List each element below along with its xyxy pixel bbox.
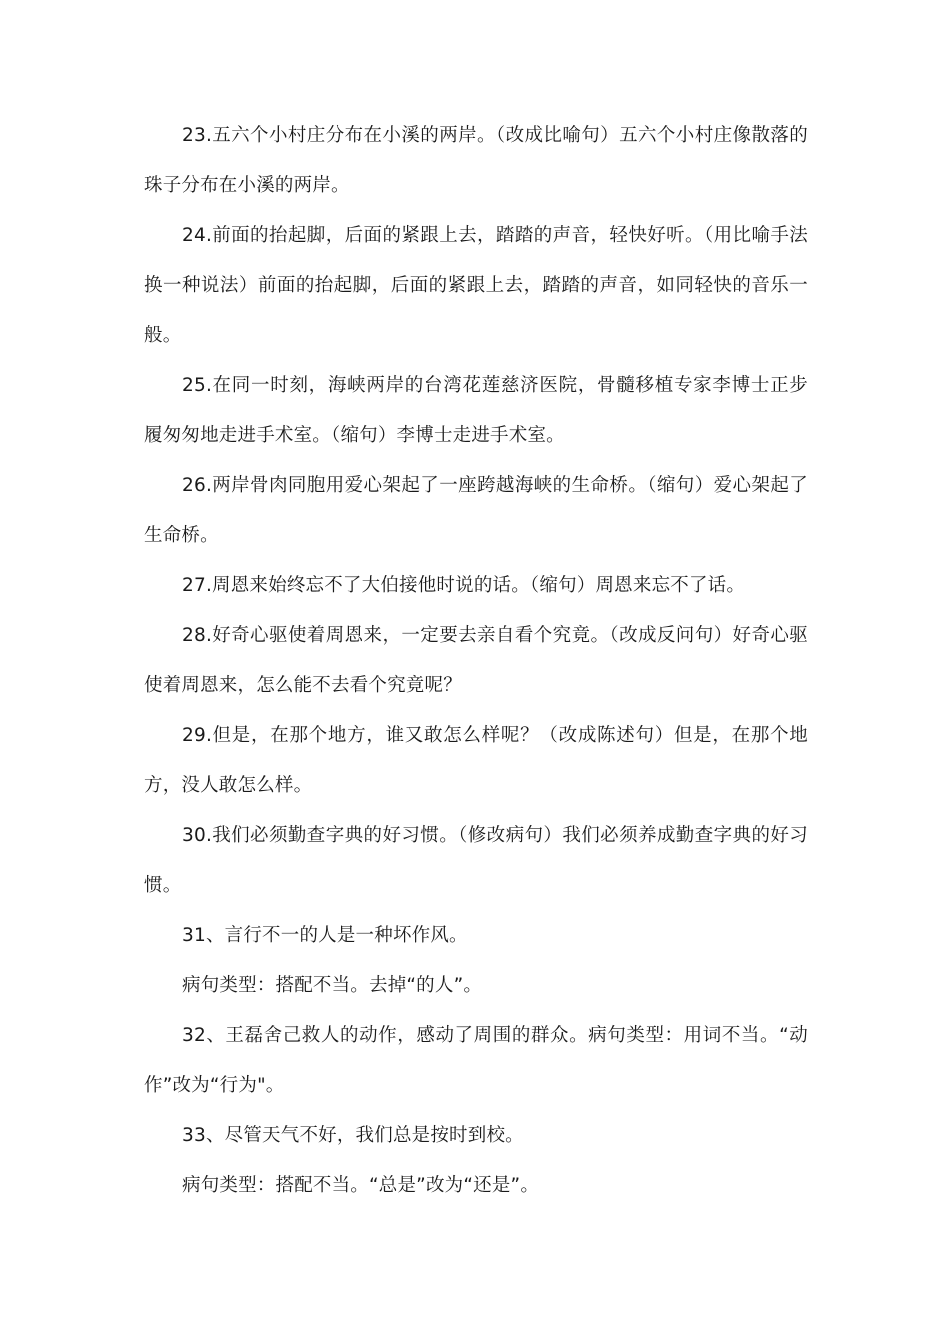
paragraph-29: 29.但是，在那个地方，谁又敢怎么样呢？（改成陈述句）但是，在那个地方，没人敢怎么样。 <box>144 725 808 796</box>
paragraph-24: 24.前面的抬起脚，后面的紧跟上去，踏踏的声音，轻快好听。（用比喻手法换一种说法）前面的抬起脚，后面的紧跟上去，踏踏的声音，如同轻快的音乐一般。 <box>144 225 808 346</box>
paragraph-27: 27.周恩来始终忘不了大伯接他时说的话。（缩句）周恩来忘不了话。 <box>182 575 746 596</box>
paragraph-25: 25.在同一时刻，海峡两岸的台湾花莲慈济医院，骨髓移植专家李博士正步履匆匆地走进手术室。（缩句）李博士走进手术室。 <box>144 375 808 446</box>
paragraph-33-analysis: 病句类型：搭配不当。“总是”改为“还是”。 <box>182 1175 540 1196</box>
paragraph-26: 26.两岸骨肉同胞用爱心架起了一座跨越海峡的生命桥。（缩句）爱心架起了生命桥。 <box>144 475 808 546</box>
paragraph-28: 28.好奇心驱使着周恩来，一定要去亲自看个究竟。（改成反问句）好奇心驱使着周恩来，怎么能不去看个究竟呢？ <box>144 625 808 696</box>
paragraph-33: 33、尽管天气不好，我们总是按时到校。 <box>182 1125 524 1146</box>
paragraph-32: 32、王磊舍己救人的动作，感动了周围的群众。病句类型：用词不当。“动作”改为“行为"。 <box>144 1025 808 1096</box>
paragraph-31-analysis: 病句类型：搭配不当。去掉“的人”。 <box>182 975 483 996</box>
document-body <box>144 111 808 1211</box>
paragraph-30: 30.我们必须勤查字典的好习惯。（修改病句）我们必须养成勤查字典的好习惯。 <box>144 825 808 896</box>
paragraph-31: 31、言行不一的人是一种坏作风。 <box>182 925 468 946</box>
paragraph-23: 23.五六个小村庄分布在小溪的两岸。（改成比喻句）五六个小村庄像散落的珠子分布在小溪的两岸。 <box>144 125 808 196</box>
